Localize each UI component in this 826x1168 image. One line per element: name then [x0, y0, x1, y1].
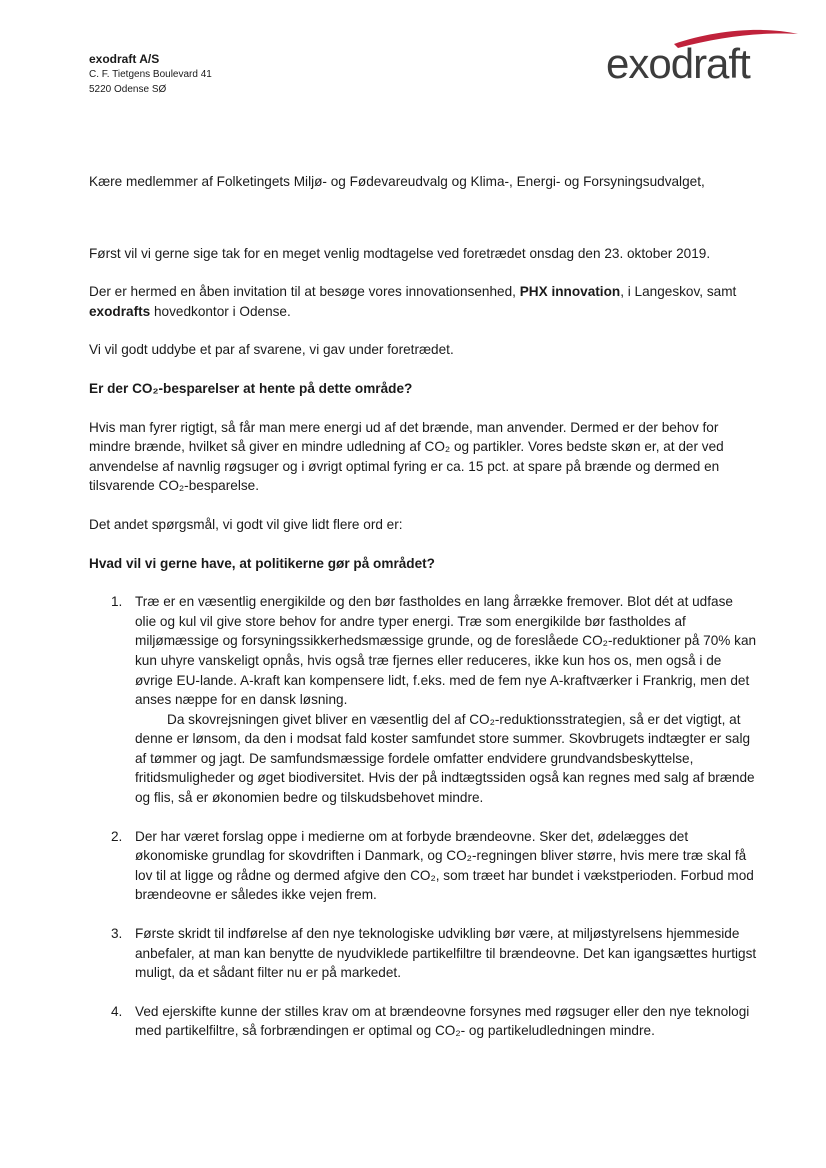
list-number: 3. — [111, 926, 123, 942]
phx-innovation-name: PHX innovation — [519, 284, 621, 300]
list-number: 2. — [111, 828, 123, 844]
sender-city: 5220 Odense SØ — [89, 84, 167, 95]
heading-co2-savings: Er der CO₂-besparelser at hente på dette område? — [89, 380, 413, 396]
text-run: , i Langeskov, samt — [620, 284, 737, 300]
text-run: Der er hermed en åben invitation til at besøge vores innovationsenhed, — [89, 284, 520, 300]
logo-wordmark: exodraft — [606, 40, 750, 87]
heading-politicians: Hvad vil vi gerne have, at politikerne gør på området? — [89, 555, 435, 571]
list-number: 4. — [111, 1003, 123, 1019]
sender-address — [89, 52, 212, 97]
paragraph-elaborate: Vi vil godt uddybe et par af svarene, vi gav under foretrædet. — [89, 342, 454, 358]
list-item — [89, 827, 757, 905]
paragraph-second-question: Det andet spørgsmål, vi godt vil give lidt flere ord er: — [89, 516, 403, 532]
list-item-text: Da skovrejsningen givet bliver en væsentlig del af CO₂-reduktionsstrategien, så er det vigtigt, at denne er lønsom, da den i modsat fald koster samfundet store summer. Skovbrugets indtægter er salg af tømmer og jagt. De samfundsmæssige fordele omfatter endvidere grundvandsbeskyttelse, fritidsmuligheder og øget biodiversitet. Hvis der på indtægtssiden også kan regnes med salg af brænde og flis, så er økonomien bedre og tilskudsbehovet mindre. — [135, 711, 755, 806]
paragraph-co2-answer: Hvis man fyrer rigtigt, så får man mere energi ud af det brænde, man anvender. Dermed er der behov for mindre brænde, hvilket så giver en mindre udledning af CO₂ og partikler. Vores bedste skøn er, at der ved anvendelse af navnlig røgsuger og i øvrigt optimal fyring er ca. 15 pct. at spare på brænde og dermed en tilsvarende CO₂-besparelse. — [89, 419, 724, 494]
exodrafts-name: exodrafts — [89, 303, 151, 319]
list-item-text: Der har været forslag oppe i medierne om at forbyde brændeovne. Sker det, ødelægges det økonomiske grundlag for skovdriften i Danmark, og CO₂-regningen bliver større, hvis mere træ skal få lov til at ligge og rådne og dermed afgive den CO₂, som træet har bundet i vækstperioden. Forbud mod brændeovne er således ikke vejen frem. — [135, 828, 754, 903]
sender-company: exodraft A/S — [89, 52, 160, 66]
sender-street: C. F. Tietgens Boulevard 41 — [89, 69, 212, 80]
exodraft-logo — [604, 28, 800, 92]
list-item-text: Ved ejerskifte kunne der stilles krav om at brændeovne forsynes med røgsuger eller den nye teknologi med partikelfiltre, så forbrændingen er optimal og CO₂- og partikeludledningen mindre. — [135, 1003, 750, 1039]
paragraph-invitation — [89, 282, 757, 321]
list-item-text: Første skridt til indførelse af den nye teknologiske udvikling bør være, at miljøstyrelsens hjemmeside anbefaler, at man kan benytte de nyudviklede partikelfiltre til brændeovne. Det kan igangsættes hurtigst muligt, da et sådant filter nu er på markedet. — [135, 926, 757, 981]
list-item-text: Træ er en væsentlig energikilde og den bør fastholdes en lang årrække fremover. Blot dét at udfase olie og kul vil give store behov for andre typer energi. Træ som energikilde bør fastholdes af miljømæssige og forsyningssikkerhedsmæssige grunde, og de foreslåede CO₂-reduktioner på 70% kan kun uhyre vanskeligt opnås, hvis også træ fjernes eller reduceres, ikke kun hos os, men også i de øvrige EU-lande. A-kraft kan kompensere lidt, f.eks. med de fem nye A-kraftværker i Frankrig, men det anses næppe for en dansk løsning. — [135, 594, 757, 708]
paragraph-thanks: Først vil vi gerne sige tak for en meget venlig modtagelse ved foretrædet onsdag den 23. oktober 2019. — [89, 245, 711, 261]
text-run: hovedkontor i Odense. — [150, 303, 291, 319]
list-number: 1. — [111, 594, 123, 610]
list-item — [89, 924, 757, 983]
numbered-list — [89, 592, 757, 1041]
list-item — [89, 592, 757, 808]
list-item — [89, 1002, 757, 1041]
letter-body — [89, 172, 757, 1060]
greeting: Kære medlemmer af Folketingets Miljø- og Fødevareudvalg og Klima-, Energi- og Forsyningsudvalget, — [89, 174, 705, 189]
